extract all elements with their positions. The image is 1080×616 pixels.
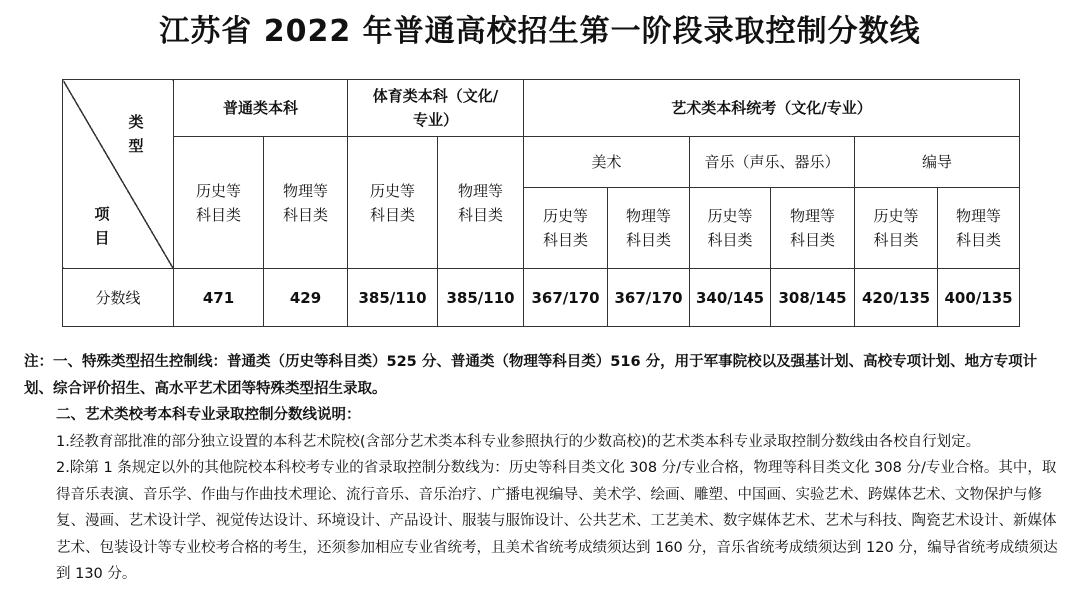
group-header-tiyu: 体育类本科（文化/专业）	[348, 80, 524, 137]
col-meishu-physics: 物理等科目类	[608, 188, 690, 269]
row-label-score: 分数线	[63, 269, 174, 327]
col-tiyu-physics: 物理等科目类	[438, 137, 524, 269]
col-yinyue-physics: 物理等科目类	[771, 188, 855, 269]
score-value: 308/145	[771, 269, 855, 327]
note-special-types: 注：一、特殊类型招生控制线：普通类（历史等科目类）525 分、普通类（物理等科目类）516 分，用于军事院校以及强基计划、高校专项计划、地方专项计划、综合评价招生、高水平艺术团等特殊类型招生录取。	[24, 354, 1038, 397]
corner-type-label: 类型	[128, 113, 144, 155]
col-yinyue-history: 历史等科目类	[690, 188, 771, 269]
table-corner-cell	[63, 80, 174, 269]
score-value: 385/110	[348, 269, 438, 327]
col-tiyu-history: 历史等科目类	[348, 137, 438, 269]
score-value: 429	[264, 269, 348, 327]
notes-section	[24, 349, 1064, 588]
score-value: 340/145	[690, 269, 771, 327]
note-art-item-1: 1.经教育部批准的部分独立设置的本科艺术院校(含部分艺术类本科专业参照执行的少数高校)的艺术类本科专业录取控制分数线由各校自行划定。	[56, 433, 981, 450]
score-table	[62, 79, 1020, 327]
score-value: 400/135	[938, 269, 1020, 327]
score-value: 367/170	[524, 269, 608, 327]
col-biandao-physics: 物理等科目类	[938, 188, 1020, 269]
score-value: 420/135	[855, 269, 938, 327]
corner-item-label: 项目	[94, 205, 110, 247]
col-putong-physics: 物理等科目类	[264, 137, 348, 269]
page-title: 江苏省 2022 年普通高校招生第一阶段录取控制分数线	[159, 14, 921, 49]
sub-header-meishu: 美术	[524, 137, 690, 188]
score-value: 385/110	[438, 269, 524, 327]
note-art-heading: 二、艺术类校考本科专业录取控制分数线说明：	[56, 407, 361, 423]
score-value: 471	[174, 269, 264, 327]
group-header-yishu: 艺术类本科统考（文化/专业）	[524, 80, 1020, 137]
note-art-item-2: 2.除第 1 条规定以外的其他院校本科校考专业的省录取控制分数线为：历史等科目类文化 308 分/专业合格，物理等科目类文化 308 分/专业合格。其中，取得音乐表演、音乐学、作曲与作曲技术理论、流行音乐、音乐治疗、广播电视编导、美术学、绘画、雕塑、中国画、实验艺术、跨媒体艺术、文物保护与修复、漫画、艺术设计学、视觉传达设计、环境设计、产品设计、服装与服饰设计、公共艺术、工艺美术、数字媒体艺术、艺术与科技、陶瓷艺术设计、新媒体艺术、包装设计等专业校考合格的考生，还须参加相应专业省统考，且美术省统考成绩须达到 160 分，音乐省统考成绩须达到 120 分，编导省统考成绩须达到 130 分。	[56, 460, 1058, 582]
score-value: 367/170	[608, 269, 690, 327]
group-header-putong: 普通类本科	[174, 80, 348, 137]
col-biandao-history: 历史等科目类	[855, 188, 938, 269]
sub-header-yinyue: 音乐（声乐、器乐）	[690, 137, 855, 188]
col-meishu-history: 历史等科目类	[524, 188, 608, 269]
sub-header-biandao: 编导	[855, 137, 1020, 188]
col-putong-history: 历史等科目类	[174, 137, 264, 269]
